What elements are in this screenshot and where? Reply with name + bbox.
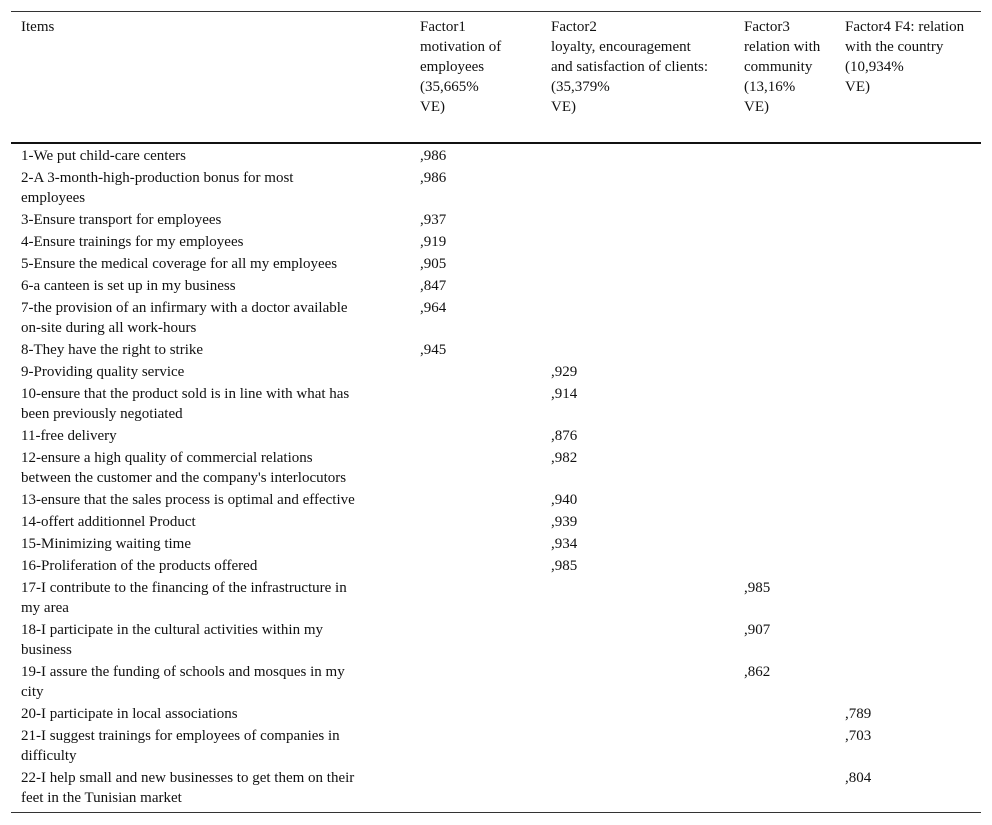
row-item-line: 8-They have the right to strike <box>21 342 204 358</box>
row-loading-value: ,937 <box>420 212 447 228</box>
table-row <box>11 767 981 809</box>
row-item-line: difficulty <box>21 748 77 764</box>
header-factor1-line: (35,665% <box>420 79 479 95</box>
header-factor2 <box>551 17 731 117</box>
table-row <box>11 447 981 489</box>
row-item-line: feet in the Tunisian market <box>21 790 182 806</box>
row-item-line: employees <box>21 190 86 206</box>
header-factor4-line: with the country <box>845 39 944 55</box>
row-item-text <box>21 703 376 725</box>
row-loading-value: ,862 <box>744 664 771 680</box>
row-loading-value: ,876 <box>551 428 578 444</box>
row-item-line: 11-free delivery <box>21 428 117 444</box>
row-loading-value: ,929 <box>551 364 578 380</box>
table-row <box>11 231 981 253</box>
header-factor3-line: relation with <box>744 39 821 55</box>
row-item-text <box>21 555 376 577</box>
table-row <box>11 703 981 725</box>
table-row <box>11 661 981 703</box>
row-item-text <box>21 145 376 167</box>
table-row <box>11 619 981 661</box>
row-item-line: 4-Ensure trainings for my employees <box>21 234 244 250</box>
row-item-text <box>21 297 376 339</box>
row-loading-value: ,847 <box>420 278 447 294</box>
row-item-line: 13-ensure that the sales process is optimal and effective <box>21 492 355 508</box>
table-row <box>11 489 981 511</box>
row-item-text <box>21 661 376 703</box>
row-item-line: been previously negotiated <box>21 406 183 422</box>
row-loading-value: ,789 <box>845 706 872 722</box>
table-bottom-rule <box>11 812 981 813</box>
row-item-line: 7-the provision of an infirmary with a doctor available <box>21 300 348 316</box>
table-row <box>11 297 981 339</box>
row-loading-value: ,939 <box>551 514 578 530</box>
header-factor3-line: Factor3 <box>744 19 790 35</box>
row-item-text <box>21 383 376 425</box>
table-row <box>11 253 981 275</box>
row-loading-value: ,907 <box>744 622 771 638</box>
row-item-line: 12-ensure a high quality of commercial relations <box>21 450 313 466</box>
row-item-text <box>21 767 376 809</box>
row-loading-value: ,703 <box>845 728 872 744</box>
row-loading-value: ,905 <box>420 256 447 272</box>
header-factor2-line: and satisfaction of clients: <box>551 59 709 75</box>
header-bottom-rule <box>11 142 981 144</box>
row-item-text <box>21 209 376 231</box>
header-factor3-line: (13,16% <box>744 79 796 95</box>
row-loading-value: ,986 <box>420 148 447 164</box>
header-factor1-line: Factor1 <box>420 19 466 35</box>
row-item-line: 20-I participate in local associations <box>21 706 238 722</box>
row-item-line: 15-Minimizing waiting time <box>21 536 191 552</box>
header-factor2-line: VE) <box>551 99 576 115</box>
table-row <box>11 209 981 231</box>
row-item-text <box>21 361 376 383</box>
header-factor3 <box>744 17 836 117</box>
table-row <box>11 383 981 425</box>
row-item-line: 10-ensure that the product sold is in line with what has <box>21 386 350 402</box>
row-loading-value: ,986 <box>420 170 447 186</box>
row-item-text <box>21 339 376 361</box>
header-factor3-line: VE) <box>744 99 769 115</box>
header-factor1-line: motivation of <box>420 39 502 55</box>
header-factor4-line: Factor4 F4: relation <box>845 19 965 35</box>
row-loading-value: ,804 <box>845 770 872 786</box>
table-row <box>11 145 981 167</box>
table-row <box>11 361 981 383</box>
header-factor4 <box>845 17 979 97</box>
header-factor3-line: community <box>744 59 813 75</box>
row-item-line: my area <box>21 600 69 616</box>
table-row <box>11 275 981 297</box>
row-item-line: 22-I help small and new businesses to get them on their <box>21 770 355 786</box>
table-row <box>11 577 981 619</box>
row-item-text <box>21 425 376 447</box>
header-factor2-line: Factor2 <box>551 19 597 35</box>
table-body <box>11 145 981 809</box>
table-row <box>11 339 981 361</box>
header-factor4-line: VE) <box>845 79 870 95</box>
row-item-text <box>21 511 376 533</box>
table-row <box>11 555 981 577</box>
header-factor1-line: VE) <box>420 99 445 115</box>
row-item-text <box>21 489 376 511</box>
row-item-line: on-site during all work-hours <box>21 320 197 336</box>
table-row <box>11 167 981 209</box>
row-loading-value: ,982 <box>551 450 578 466</box>
row-loading-value: ,964 <box>420 300 447 316</box>
row-loading-value: ,985 <box>744 580 771 596</box>
row-item-text <box>21 167 376 209</box>
header-factor2-line: loyalty, encouragement <box>551 39 691 55</box>
row-item-text <box>21 619 376 661</box>
row-item-line: 3-Ensure transport for employees <box>21 212 222 228</box>
header-factor4-line: (10,934% <box>845 59 904 75</box>
row-item-line: 14-offert additionnel Product <box>21 514 196 530</box>
header-factor1 <box>420 17 540 117</box>
row-item-line: 21-I suggest trainings for employees of companies in <box>21 728 340 744</box>
row-item-text <box>21 533 376 555</box>
header-items-label: Items <box>21 19 55 35</box>
row-item-line: 19-I assure the funding of schools and mosques in my <box>21 664 345 680</box>
row-item-text <box>21 253 376 275</box>
row-item-line: 6-a canteen is set up in my business <box>21 278 236 294</box>
row-item-text <box>21 275 376 297</box>
row-loading-value: ,914 <box>551 386 578 402</box>
row-item-line: 2-A 3-month-high-production bonus for most <box>21 170 294 186</box>
table-row <box>11 511 981 533</box>
row-item-text <box>21 577 376 619</box>
header-items <box>21 17 401 37</box>
row-loading-value: ,985 <box>551 558 578 574</box>
table-row <box>11 425 981 447</box>
row-item-line: city <box>21 684 44 700</box>
row-item-line: 18-I participate in the cultural activities within my <box>21 622 323 638</box>
row-item-text <box>21 231 376 253</box>
row-item-line: 16-Proliferation of the products offered <box>21 558 258 574</box>
row-loading-value: ,940 <box>551 492 578 508</box>
row-item-text <box>21 725 376 767</box>
table-row <box>11 533 981 555</box>
table-row <box>11 725 981 767</box>
row-item-line: business <box>21 642 72 658</box>
row-item-text <box>21 447 376 489</box>
table-top-rule <box>11 11 981 12</box>
header-factor1-line: employees <box>420 59 485 75</box>
row-item-line: 9-Providing quality service <box>21 364 185 380</box>
row-loading-value: ,919 <box>420 234 447 250</box>
header-factor2-line: (35,379% <box>551 79 610 95</box>
row-item-line: 1-We put child-care centers <box>21 148 186 164</box>
row-item-line: 5-Ensure the medical coverage for all my employees <box>21 256 338 272</box>
row-item-line: 17-I contribute to the financing of the infrastructure in <box>21 580 347 596</box>
row-loading-value: ,934 <box>551 536 578 552</box>
row-item-line: between the customer and the company's interlocutors <box>21 470 347 486</box>
row-loading-value: ,945 <box>420 342 447 358</box>
